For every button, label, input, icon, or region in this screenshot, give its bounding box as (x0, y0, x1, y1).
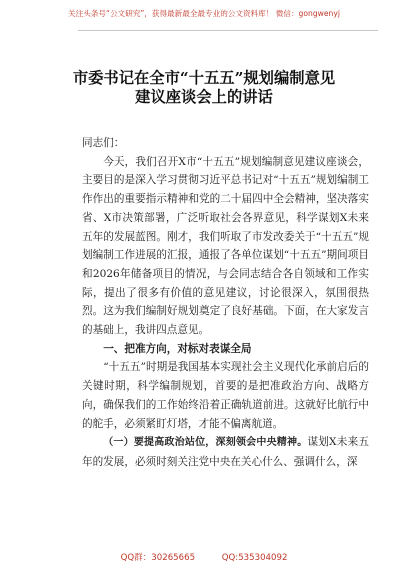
footer-qq-number: QQ:535304092 (221, 553, 288, 563)
title-line-1: 市委书记在全市“十五五”规划编制意见 (72, 69, 336, 87)
footer (0, 551, 408, 563)
title-line-2: 建议座谈会上的讲话 (135, 88, 273, 106)
subsection-1-paragraph (82, 433, 369, 471)
subsection-heading-1: （一）要提高政治站位，深刻领会中央精神。 (103, 437, 308, 449)
footer-qq-group: QQ群：30265665 (120, 553, 196, 563)
header-divider (78, 30, 378, 31)
header-promo-text: 关注头条号“公文研究”，获得最新最全最专业的公文资料库！ 微信：gongwenyj (68, 9, 340, 18)
document-title (0, 69, 408, 107)
salutation: 同志们： (82, 137, 125, 149)
section-heading-1: 一、把准方向，对标对表谋全局 (103, 342, 252, 355)
section-1-paragraph: “十五五”时期是我国基本实现社会主义现代化承前启后的关键时期，科学编制规划，首要的是把准政治方向、战略方向，确保我们的工作始终沿着正确轨道前进。这就好比航行中的舵手，必须紧盯灯塔，才能不偏离航道。 (82, 361, 369, 430)
subsection-1-text: 谋划X未来五年的发展，必须时刻关注党中央在关心什么、强调什么，深 (82, 436, 370, 468)
intro-paragraph: 今天，我们召开X市“十五五”规划编制意见建议座谈会，主要目的是深入学习贯彻习近平总书记对“十五五”规划编制工作作出的重要指示精神和党的二十届四中全会精神，坚决落实省、X市决策部署，广泛听取社会各界意见，科学谋划X未来五年的发展蓝图。刚才，我们听取了市发改委关于“十五五”规划编制工作进展的汇报，通报了各单位谋划“十五五”期间项目和2026年储备项目的情况，与会同志结合各自领域和工作实际，提出了很多有价值的意见建议，讨论很深入，氛围很热烈。这为我们编制好规划奠定了良好基础。下面，在大家发言的基础上，我讲四点意见。 (82, 155, 369, 337)
document-body (82, 134, 369, 472)
